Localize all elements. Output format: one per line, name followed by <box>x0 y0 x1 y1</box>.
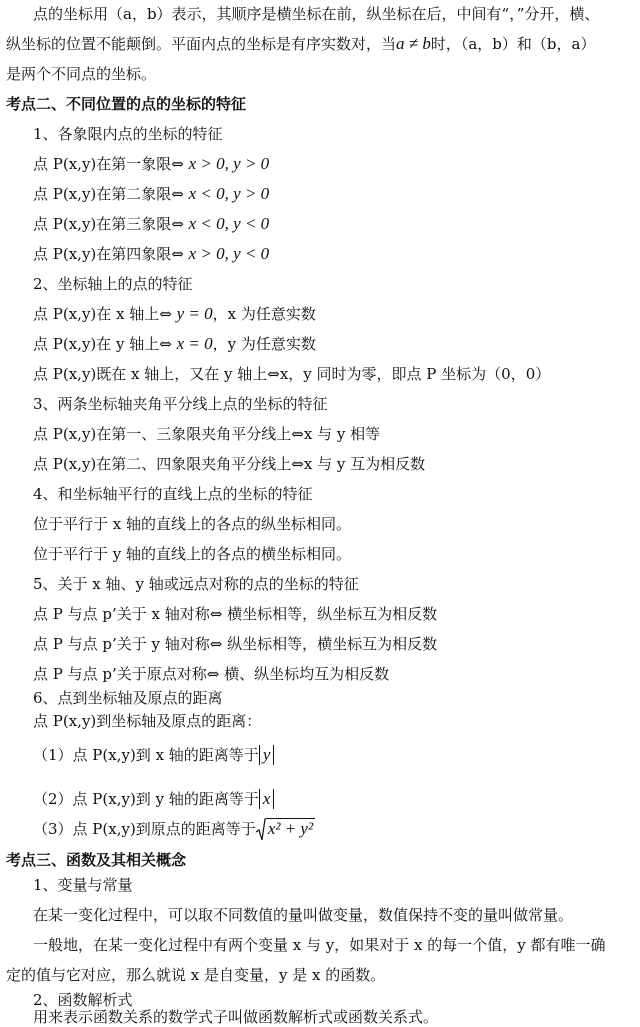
abs-x-formula: x <box>259 789 275 809</box>
rule-formula: x = 0 <box>176 334 213 353</box>
symmetry-y-rule: 点 P 与点 p’关于 y 轴对称⇔ 纵坐标相等，横坐标互为相反数 <box>33 635 438 653</box>
subheading-symmetry: 5、关于 x 轴、y 轴或远点对称的点的坐标的特征 <box>33 575 359 593</box>
distance-text: （1）点 P(x,y)到 x 轴的距离等于 <box>33 746 259 764</box>
sqrt-formula <box>256 818 315 842</box>
distance-to-origin <box>0 818 640 842</box>
quadrant-text: 点 P(x,y)在第三象限⇔ <box>33 215 184 233</box>
subheading-variables: 1、变量与常量 <box>33 876 133 894</box>
quadrant-1-rule <box>0 154 640 174</box>
section-3-heading: 考点三、函数及其相关概念 <box>6 851 187 869</box>
expression-definition: 用来表示函数关系的数学式子叫做函数解析式或函数关系式。 <box>33 1008 439 1026</box>
abs-y-formula: y <box>259 745 275 765</box>
intro-line-2-tail: 时，（a，b）和（b，a） <box>430 35 596 53</box>
rule-text: 点 P(x,y)在 y 轴上⇔ <box>33 335 172 353</box>
parallel-y-rule: 位于平行于 y 轴的直线上的各点的横坐标相同。 <box>33 545 352 563</box>
quadrant-text: 点 P(x,y)在第四象限⇔ <box>33 245 184 263</box>
subheading-bisectors: 3、两条坐标轴夹角平分线上点的坐标的特征 <box>33 395 328 413</box>
intro-line-2-text: 纵坐标的位置不能颠倒。平面内点的坐标是有序实数对，当 <box>6 35 397 53</box>
quadrant-text: 点 P(x,y)在第一象限⇔ <box>33 155 184 173</box>
bisector-2-4-rule: 点 P(x,y)在第二、四象限夹角平分线上⇔x 与 y 互为相反数 <box>33 455 426 473</box>
x-axis-rule <box>0 304 640 324</box>
inequality-formula: a ≠ b <box>396 34 431 53</box>
intro-line-2 <box>0 34 640 54</box>
subheading-quadrants: 1、各象限内点的坐标的特征 <box>33 125 223 143</box>
section-2-heading: 考点二、不同位置的点的坐标的特征 <box>6 95 247 113</box>
quadrant-formula: x < 0, y > 0 <box>188 184 270 203</box>
radical-sign-icon <box>256 818 266 842</box>
symmetry-origin-rule: 点 P 与点 p’关于原点对称⇔ 横、纵坐标均互为相反数 <box>33 665 390 683</box>
parallel-x-rule: 位于平行于 x 轴的直线上的各点的纵坐标相同。 <box>33 515 351 533</box>
bisector-1-3-rule: 点 P(x,y)在第一、三象限夹角平分线上⇔x 与 y 相等 <box>33 425 381 443</box>
quadrant-4-rule <box>0 244 640 264</box>
quadrant-text: 点 P(x,y)在第二象限⇔ <box>33 185 184 203</box>
symmetry-x-rule: 点 P 与点 p’关于 x 轴对称⇔ 横坐标相等，纵坐标互为相反数 <box>33 605 438 623</box>
quadrant-formula: x > 0, y > 0 <box>188 154 270 173</box>
rule-formula: y = 0 <box>176 304 213 323</box>
subheading-axes: 2、坐标轴上的点的特征 <box>33 275 193 293</box>
quadrant-2-rule <box>0 184 640 204</box>
y-axis-rule <box>0 334 640 354</box>
rule-text: 点 P(x,y)在 x 轴上⇔ <box>33 305 172 323</box>
distance-to-y-axis <box>0 789 640 809</box>
distance-text: （2）点 P(x,y)到 y 轴的距离等于 <box>33 790 259 808</box>
intro-line-3: 是两个不同点的坐标。 <box>6 65 157 83</box>
distance-intro: 点 P(x,y)到坐标轴及原点的距离： <box>33 712 262 730</box>
sqrt-radicand: x² + y² <box>267 819 314 838</box>
quadrant-3-rule <box>0 214 640 234</box>
quadrant-formula: x < 0, y < 0 <box>188 214 270 233</box>
intro-line-1: 点的坐标用（a，b）表示，其顺序是横坐标在前，纵坐标在后，中间有“，”分开，横、 <box>33 5 600 23</box>
quadrant-formula: x > 0, y < 0 <box>188 244 270 263</box>
subheading-distance: 6、点到坐标轴及原点的距离 <box>33 689 223 707</box>
subheading-expression: 2、函数解析式 <box>33 991 133 1009</box>
rule-tail: ，x 为任意实数 <box>212 305 316 323</box>
function-definition-line-2: 定的值与它对应，那么就说 x 是自变量，y 是 x 的函数。 <box>6 966 386 984</box>
rule-tail: ，y 为任意实数 <box>212 335 316 353</box>
origin-rule: 点 P(x,y)既在 x 轴上，又在 y 轴上⇔x，y 同时为零，即点 P 坐标为（0，0） <box>33 365 551 383</box>
variables-definition: 在某一变化过程中，可以取不同数值的量叫做变量，数值保持不变的量叫做常量。 <box>33 906 574 924</box>
distance-text: （3）点 P(x,y)到原点的距离等于 <box>33 820 256 838</box>
distance-to-x-axis <box>0 745 640 765</box>
subheading-parallel: 4、和坐标轴平行的直线上点的坐标的特征 <box>33 485 313 503</box>
function-definition-line-1: 一般地，在某一变化过程中有两个变量 x 与 y，如果对于 x 的每一个值，y 都有唯一确 <box>33 936 606 954</box>
